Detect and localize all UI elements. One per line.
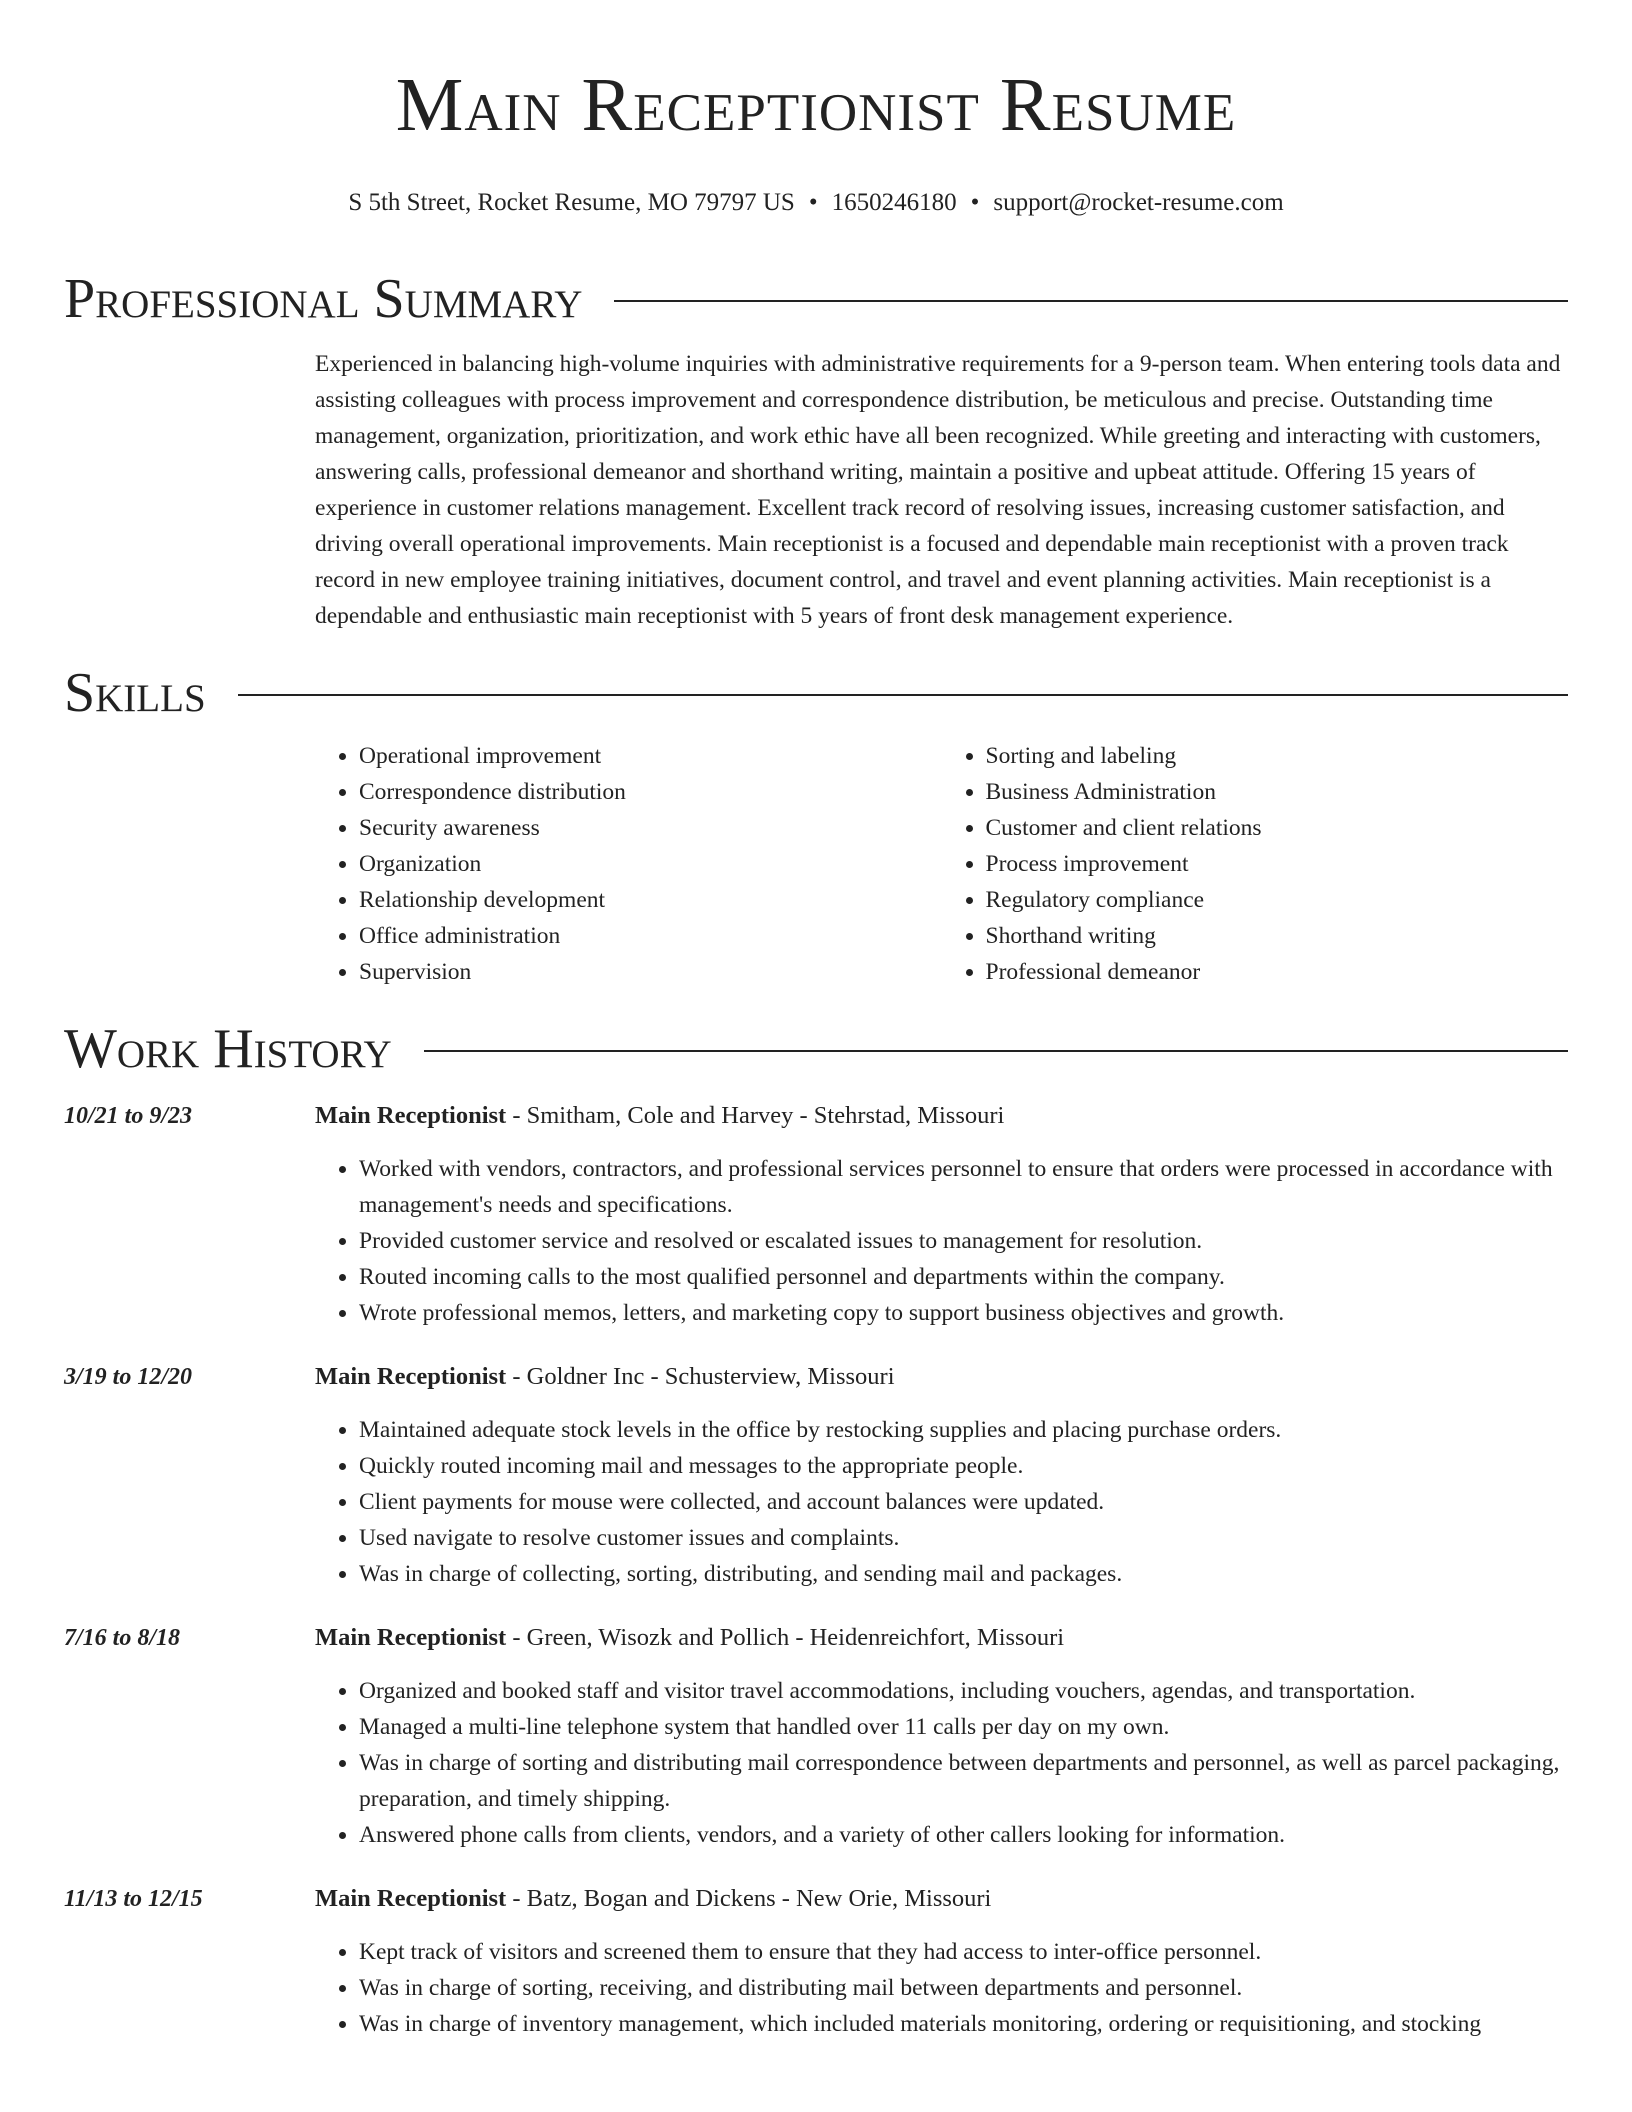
job-heading [315,1098,1568,1134]
contact-line [64,188,1568,218]
job-task: • Was in charge of collecting, sorting, distributing, and sending mail and packages. [359,1556,1568,1592]
summary-text: Experienced in balancing high-volume inquiries with administrative requirements for a 9-person team. When entering tools data and assisting colleagues with process improvement and correspondence distribution, be meticulous and precise. Outstanding time management, organization, prioritization, and work ethic have all been recognized. While greeting and interacting with customers, answering calls, professional demeanor and shorthand writing, maintain a positive and upbeat attitude. Offering 15 years of experience in customer relations management. Excellent track record of resolving issues, increasing customer satisfaction, and driving overall operational improvements. Main receptionist is a focused and dependable main receptionist with a proven track record in new employee training initiatives, document control, and travel and event planning activities. Main receptionist is a dependable and enthusiastic main receptionist with 5 years of front desk management experience. [315,351,1561,629]
work-heading: Work History [64,1018,392,1080]
skill-item: • Process improvement [986,846,1569,882]
job-title: Main Receptionist [315,1102,507,1129]
skill-item: • Professional demeanor [986,954,1569,990]
skill-item: • Customer and client relations [986,810,1569,846]
job-heading [315,1881,1568,1917]
skill-item: • Sorting and labeling [986,738,1569,774]
job-title: Main Receptionist [315,1624,507,1651]
contact-separator: • [808,189,818,216]
job-task: • Organized and booked staff and visitor travel accommodations, including vouchers, agendas, and transportation. [359,1673,1568,1709]
section-divider [238,694,1568,696]
summary-heading: Professional Summary [64,268,583,330]
job-employer-location: - Goldner Inc - Schusterview, Missouri [506,1363,895,1390]
skill-item: • Business Administration [986,774,1569,810]
job-employer-location: - Smitham, Cole and Harvey - Stehrstad, Missouri [506,1102,1005,1129]
job-task: • Was in charge of inventory management, which included materials monitoring, ordering or requisitioning, and stocking [359,2006,1568,2042]
job-body [315,1620,1568,1853]
contact-separator: • [970,189,980,216]
job-dates: 10/21 to 9/23 [64,1103,193,1129]
job-entry [64,1098,1568,1331]
job-body [315,1098,1568,1331]
work-section-header [64,1016,1568,1082]
skill-item: • Office administration [359,918,942,954]
job-task: • Maintained adequate stock levels in the office by restocking supplies and placing purchase orders. [359,1412,1568,1448]
job-task: • Kept track of visitors and screened them to ensure that they had access to inter-office personnel. [359,1934,1568,1970]
job-body [315,1881,1568,2042]
job-task-list [315,1934,1568,2042]
skill-item: • Operational improvement [359,738,942,774]
job-task: • Quickly routed incoming mail and messages to the appropriate people. [359,1448,1568,1484]
job-task-list [315,1412,1568,1592]
job-heading [315,1620,1568,1656]
job-task: • Worked with vendors, contractors, and professional services personnel to ensure that orders were processed in accordance with management's needs and specifications. [359,1151,1568,1223]
job-task: • Was in charge of sorting and distributing mail correspondence between departments and personnel, as well as parcel packaging, preparation, and timely shipping. [359,1745,1568,1817]
skill-item: • Regulatory compliance [986,882,1569,918]
work-history-list [64,1098,1568,2042]
job-task-list [315,1673,1568,1853]
section-divider [614,300,1568,302]
job-dates: 7/16 to 8/18 [64,1625,181,1651]
job-heading [315,1359,1568,1395]
job-task-list [315,1151,1568,1331]
job-dates: 11/13 to 12/15 [64,1886,203,1912]
skill-item: • Supervision [359,954,942,990]
skills-column-right [942,738,1569,990]
skill-item: • Shorthand writing [986,918,1569,954]
job-entry [64,1620,1568,1853]
job-task: • Used navigate to resolve customer issues and complaints. [359,1520,1568,1556]
contact-phone: 1650246180 [831,189,957,216]
job-dates: 3/19 to 12/20 [64,1364,193,1390]
job-employer-location: - Batz, Bogan and Dickens - New Orie, Missouri [506,1885,992,1912]
job-task: • Wrote professional memos, letters, and marketing copy to support business objectives and growth. [359,1295,1568,1331]
job-task: • Managed a multi-line telephone system that handled over 11 calls per day on my own. [359,1709,1568,1745]
skill-item: • Organization [359,846,942,882]
skills-heading: Skills [64,662,206,724]
job-task: • Answered phone calls from clients, vendors, and a variety of other callers looking for information. [359,1817,1568,1853]
contact-address: S 5th Street, Rocket Resume, MO 79797 US [348,189,795,216]
job-task: • Routed incoming calls to the most qualified personnel and departments within the company. [359,1259,1568,1295]
summary-section-header [64,266,1568,332]
contact-email: support@rocket-resume.com [993,189,1284,216]
job-task: • Was in charge of sorting, receiving, and distributing mail between departments and personnel. [359,1970,1568,2006]
resume-title: Main Receptionist Resume [395,63,1237,147]
skills-column-left [315,738,942,990]
skills-section-header [64,660,1568,726]
section-divider [424,1050,1568,1052]
job-task: • Client payments for mouse were collected, and account balances were updated. [359,1484,1568,1520]
job-title: Main Receptionist [315,1885,507,1912]
job-body [315,1359,1568,1592]
job-entry [64,1881,1568,2042]
skill-item: • Security awareness [359,810,942,846]
job-employer-location: - Green, Wisozk and Pollich - Heidenreichfort, Missouri [506,1624,1065,1651]
skill-item: • Relationship development [359,882,942,918]
skills-list [315,738,1568,990]
skill-item: • Correspondence distribution [359,774,942,810]
job-task: • Provided customer service and resolved or escalated issues to management for resolution. [359,1223,1568,1259]
job-title: Main Receptionist [315,1363,507,1390]
job-entry [64,1359,1568,1592]
